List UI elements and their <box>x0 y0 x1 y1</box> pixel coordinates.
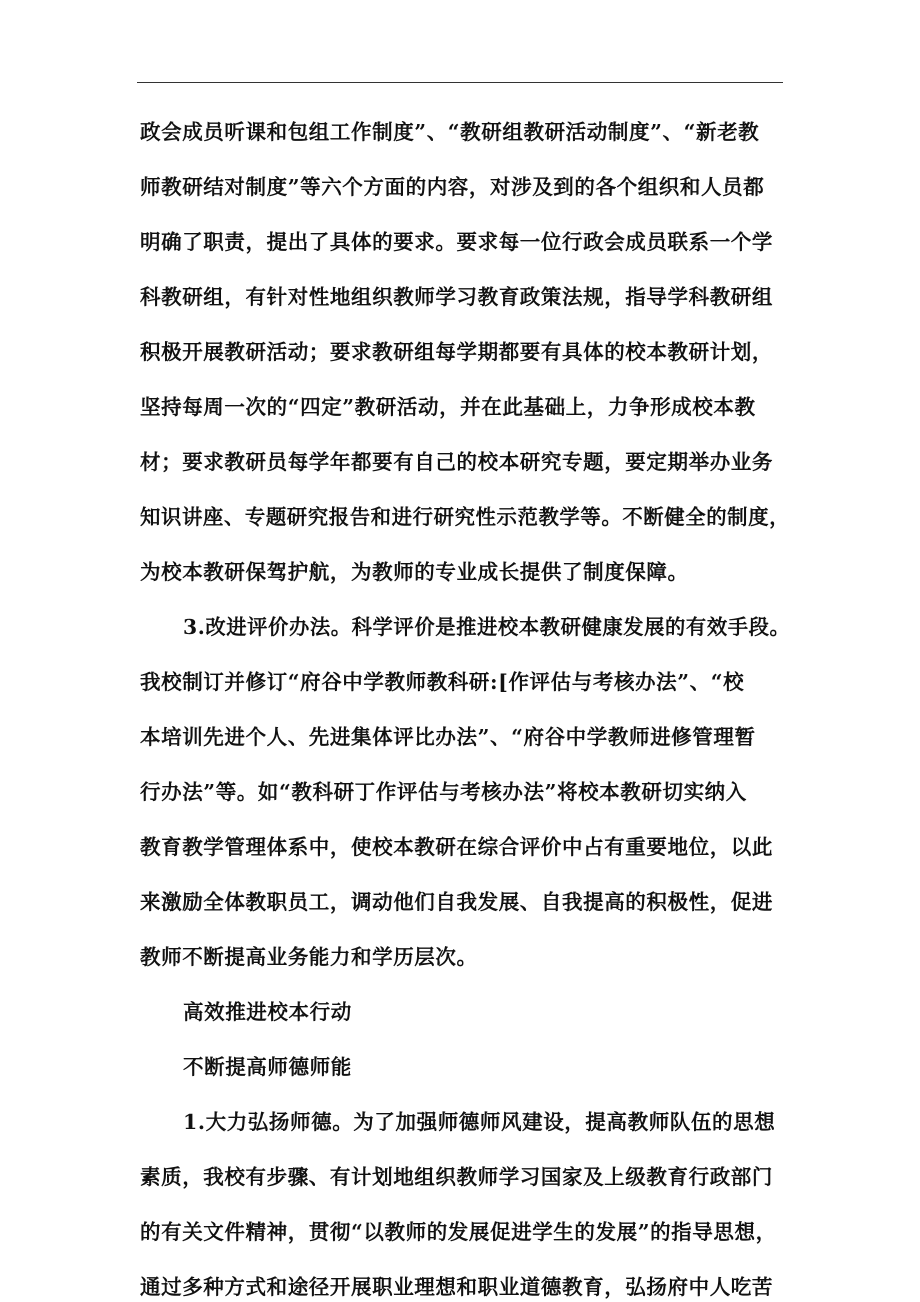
text-line: 教师不断提高业务能力和学历层次。 <box>140 945 478 969</box>
text-line: 教育教学管理体系中，使校本教研在综合评价中占有重要地位，以此 <box>140 835 773 859</box>
text-line: 明确了职责，提出了具体的要求。要求每一位行政会成员联系一个学 <box>140 230 773 254</box>
text-line: 坚持每周一次的“四定”教研活动，并在此基础上，力争形成校本教 <box>140 395 756 419</box>
text-line: 材；要求教研员每学年都要有自己的校本研究专题，要定期举办业务 <box>140 450 773 474</box>
text-line: 行办法”等。如“教科研丁作评估与考核办法”将校本教研切实纳入 <box>140 780 747 804</box>
text-line: 素质，我校有步骤、有计划地组织教师学习国家及上级教育行政部门 <box>140 1165 773 1189</box>
header-rule <box>137 82 783 83</box>
text-line: 1.大力弘扬师德。为了加强师德师风建设，提高教师队伍的思想 <box>183 1110 776 1134</box>
text-line: 通过多种方式和途径开展职业理想和职业道德教育，弘扬府中人吃苦 <box>140 1275 773 1299</box>
text-line: 3.改进评价办法。科学评价是推进校本教研健康发展的有效手段。 <box>183 615 791 639</box>
section-heading: 高效推进校本行动 <box>183 1000 352 1024</box>
text-line: 来激励全体教职员工，调动他们自我发展、自我提高的积极性，促进 <box>140 890 773 914</box>
text-line: 师教研结对制度”等六个方面的内容，对涉及到的各个组织和人员都 <box>140 175 765 199</box>
text-line: 政会成员听课和包组工作制度”、“教研组教研活动制度”、“新老教 <box>140 120 760 144</box>
text-line: 科教研组，有针对性地组织教师学习教育政策法规，指导学科教研组 <box>140 285 773 309</box>
text-line: 知识讲座、专题研究报告和进行研究性示范教学等。不断健全的制度， <box>140 505 791 529</box>
section-subheading: 不断提高师德师能 <box>183 1055 352 1079</box>
text-line: 积极开展教研活动；要求教研组每学期都要有具体的校本教研计划， <box>140 340 773 364</box>
text-line: 我校制订并修订“府谷中学教师教科研:[作评估与考核办法”、“校 <box>140 670 745 694</box>
text-line: 本培训先进个人、先进集体评比办法”、“府谷中学教师进修管理暂 <box>140 725 756 749</box>
text-line: 的有关文件精神，贯彻“以教师的发展促进学生的发展”的指导思想， <box>140 1220 777 1244</box>
text-line: 为校本教研保驾护航，为教师的专业成长提供了制度保障。 <box>140 560 689 584</box>
